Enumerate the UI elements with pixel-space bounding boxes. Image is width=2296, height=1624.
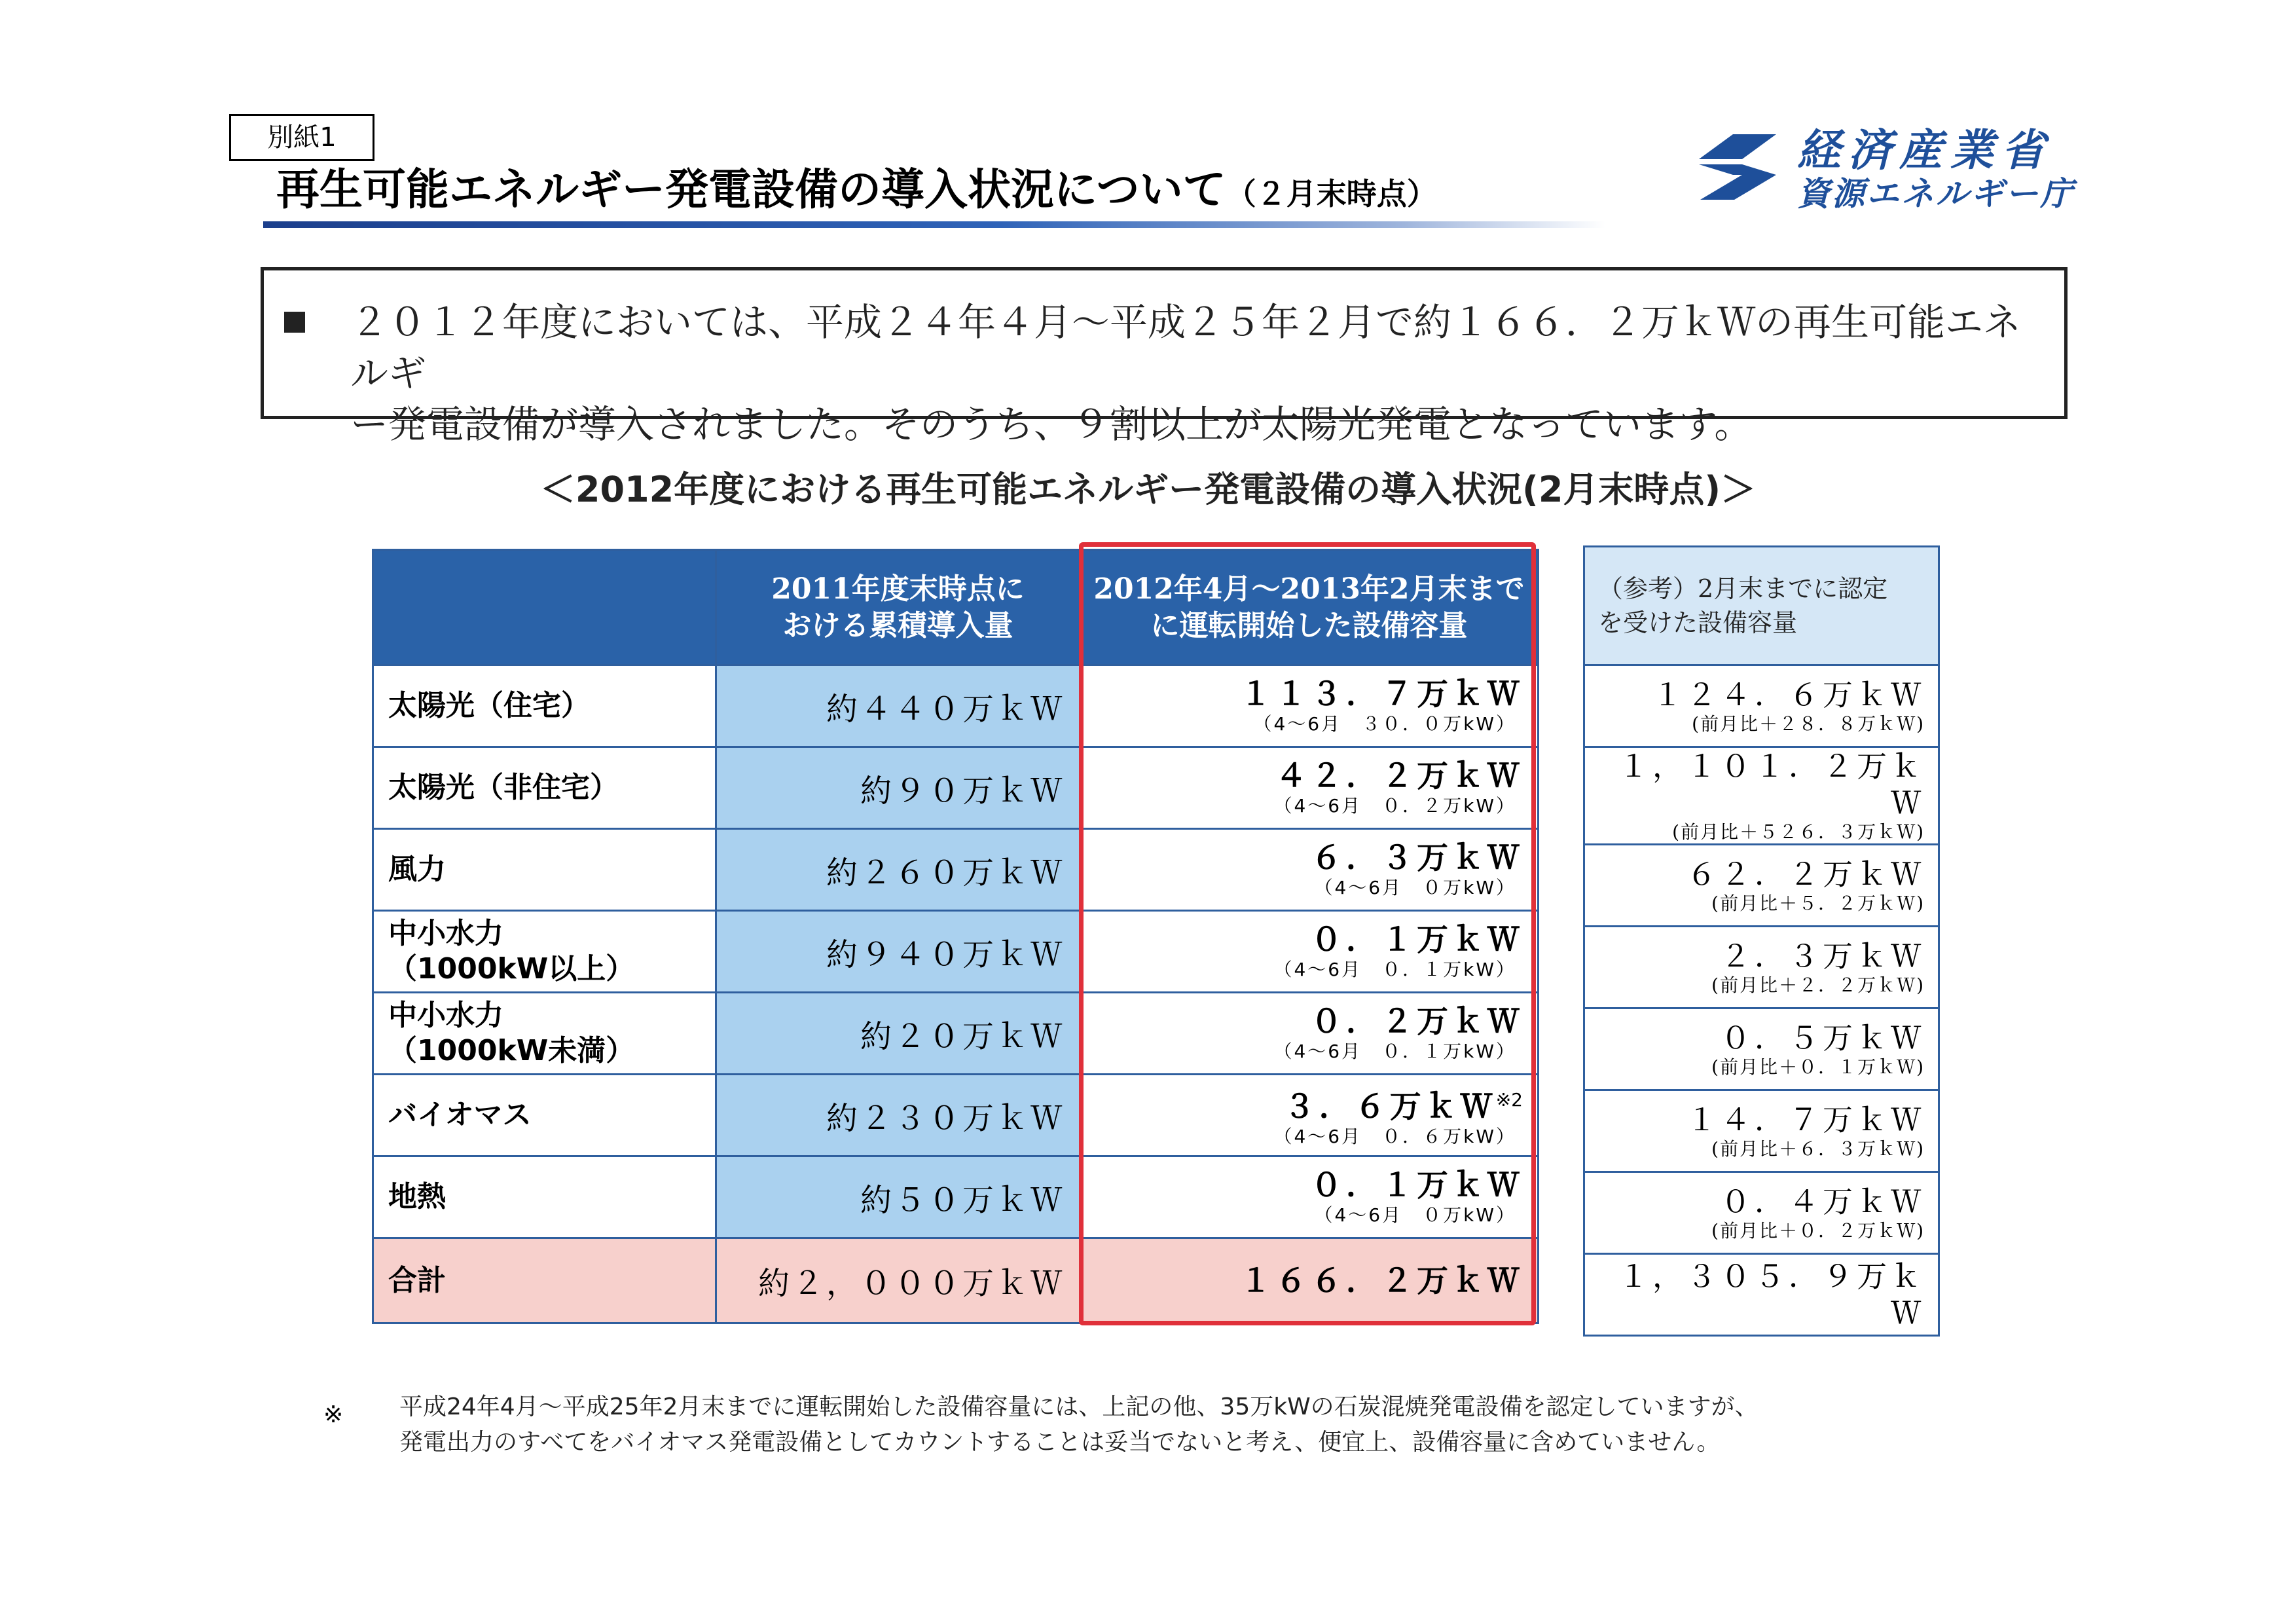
cumulative-cell: 約５０万ｋＷ bbox=[716, 1156, 1080, 1238]
row-label bbox=[373, 1075, 716, 1156]
row-label-line1: 中小水力 bbox=[388, 999, 503, 1032]
cumulative-cell: 約４４０万ｋＷ bbox=[716, 665, 1080, 747]
ref-cell bbox=[1584, 927, 1939, 1008]
header-new-line2: に運転開始した設備容量 bbox=[1150, 608, 1468, 642]
new-value: １１３．７万ｋＷ bbox=[1239, 676, 1523, 712]
ref-month-change: (前月比＋２．２万ｋＷ) bbox=[1711, 974, 1925, 996]
row-label bbox=[373, 1156, 716, 1238]
quarter-note: （4～6月 ０．２万kW） bbox=[1273, 795, 1516, 817]
row-label bbox=[373, 993, 716, 1075]
page-title-main: 再生可能エネルギー発電設備の導入状況について bbox=[276, 164, 1226, 215]
ref-value: １２４．６万ｋＷ bbox=[1652, 677, 1925, 712]
ref-total bbox=[1584, 1254, 1939, 1336]
new-value: ０．１万ｋＷ bbox=[1310, 1167, 1523, 1204]
new-value-footnote-ref: ※2 bbox=[1495, 1089, 1523, 1111]
total-label: 合計 bbox=[373, 1238, 716, 1323]
ref-month-change: (前月比＋５２６．３万ｋＷ) bbox=[1672, 821, 1925, 843]
header-cumulative-line1: 2011年度末時点に bbox=[771, 572, 1025, 606]
cumulative-cell: 約９４０万ｋＷ bbox=[716, 911, 1080, 993]
highlight-frame bbox=[1079, 542, 1536, 1325]
square-bullet-icon bbox=[284, 312, 305, 333]
ref-value: ２．３万ｋＷ bbox=[1721, 938, 1925, 974]
agency-name: 資源エネルギー庁 bbox=[1797, 175, 2075, 213]
new-value: ６．３万ｋＷ bbox=[1310, 840, 1523, 876]
summary-text bbox=[350, 297, 2026, 450]
header-blank bbox=[373, 550, 716, 665]
ref-cell bbox=[1584, 845, 1939, 927]
ref-row bbox=[1584, 747, 1939, 845]
row-label bbox=[373, 829, 716, 911]
ref-header-row bbox=[1584, 547, 1939, 665]
ref-value: ６２．２万ｋＷ bbox=[1686, 857, 1925, 892]
page-title-suffix: （２月末時点） bbox=[1226, 176, 1437, 212]
row-label bbox=[373, 665, 716, 747]
row-label-line1: 太陽光（非住宅） bbox=[388, 771, 619, 804]
attachment-label: 別紙1 bbox=[229, 114, 374, 161]
ref-value: １４．７万ｋＷ bbox=[1686, 1102, 1925, 1137]
ref-row bbox=[1584, 1090, 1939, 1172]
page-title bbox=[276, 164, 1437, 220]
footnote-line-1: 平成24年4月～平成25年2月末までに運転開始した設備容量には、上記の他、35万kWの石炭混焼発電設備を認定していますが、 bbox=[399, 1393, 1758, 1420]
summary-line-1: ２０１２年度においては、平成２４年４月～平成２５年２月で約１６６．２万ｋＷの再生可能エネルギ bbox=[350, 300, 2022, 396]
table-title: ＜2012年度における再生可能エネルギー発電設備の導入状況(2月末時点)＞ bbox=[539, 469, 1757, 510]
quarter-note: （4～6月 ０．１万kW） bbox=[1273, 1041, 1516, 1062]
row-label-line1: 風力 bbox=[388, 853, 446, 886]
ref-header-line1: （参考）2月末までに認定 bbox=[1598, 574, 1888, 603]
ref-cell bbox=[1584, 747, 1939, 845]
meti-logo-icon bbox=[1692, 128, 1784, 206]
ref-row bbox=[1584, 927, 1939, 1008]
new-value: ４２．２万ｋＷ bbox=[1275, 758, 1523, 794]
ref-total-row bbox=[1584, 1254, 1939, 1336]
ref-month-change: (前月比＋０．２万ｋＷ) bbox=[1711, 1220, 1925, 1242]
quarter-note: （4～6月 ０万kW） bbox=[1314, 1204, 1516, 1226]
cumulative-cell: 約２３０万ｋＷ bbox=[716, 1075, 1080, 1156]
title-underline bbox=[263, 221, 1605, 228]
ref-row bbox=[1584, 1172, 1939, 1254]
header-cumulative bbox=[716, 550, 1080, 665]
ref-value: ０．４万ｋＷ bbox=[1721, 1184, 1925, 1219]
quarter-note: （4～6月 ０．６万kW） bbox=[1273, 1126, 1516, 1147]
ref-value: １，１０１．２万ｋＷ bbox=[1618, 748, 1925, 821]
total-cumulative: 約２，０００万ｋＷ bbox=[716, 1238, 1080, 1323]
row-label-line1: 中小水力 bbox=[388, 917, 503, 950]
summary-line-2: ー発電設備が導入されました。そのうち、９割以上が太陽光発電となっています。 bbox=[350, 402, 1753, 447]
header-new-line1: 2012年4月～2013年2月末まで bbox=[1093, 572, 1525, 606]
quarter-note: （4～6月 ０万kW） bbox=[1314, 877, 1516, 898]
new-value: ０．２万ｋＷ bbox=[1310, 1003, 1523, 1040]
new-value: ０．１万ｋＷ bbox=[1310, 921, 1523, 958]
row-label bbox=[373, 911, 716, 993]
row-label-line1: 地熱 bbox=[388, 1180, 446, 1213]
quarter-note: （4～6月 ３０．０万kW） bbox=[1253, 713, 1516, 735]
ref-cell bbox=[1584, 1008, 1939, 1090]
footnote-line-2: 発電出力のすべてをバイオマス発電設備としてカウントすることは妥当でないと考え、便宜上、設備容量に含めていません。 bbox=[399, 1429, 1721, 1456]
new-value: ３．６万ｋＷ bbox=[1283, 1088, 1496, 1125]
header-cumulative-line2: おける累積導入量 bbox=[782, 608, 1013, 642]
ref-row bbox=[1584, 665, 1939, 747]
footnote-text bbox=[399, 1390, 1971, 1460]
ref-total-value: １，３０５．９万ｋＷ bbox=[1618, 1259, 1925, 1331]
ref-month-change: (前月比＋５．２万ｋＷ) bbox=[1711, 893, 1925, 914]
cumulative-cell: 約２０万ｋＷ bbox=[716, 993, 1080, 1075]
ref-cell bbox=[1584, 1090, 1939, 1172]
ref-cell bbox=[1584, 1172, 1939, 1254]
ref-month-change: (前月比＋２８．８万ｋＷ) bbox=[1692, 713, 1925, 735]
ref-row bbox=[1584, 1008, 1939, 1090]
ref-cell bbox=[1584, 665, 1939, 747]
row-label-line2: （1000kW未満） bbox=[388, 1034, 635, 1067]
cumulative-cell: 約９０万ｋＷ bbox=[716, 747, 1080, 829]
row-label bbox=[373, 747, 716, 829]
row-label-line1: バイオマス bbox=[388, 1098, 532, 1132]
row-label-line1: 太陽光（住宅） bbox=[388, 689, 590, 722]
footnote-mark: ※ bbox=[323, 1401, 344, 1428]
ref-header-line2: を受けた設備容量 bbox=[1598, 608, 1798, 637]
ref-header bbox=[1584, 547, 1939, 665]
ref-row bbox=[1584, 845, 1939, 927]
ref-value: ０．５万ｋＷ bbox=[1721, 1020, 1925, 1056]
ref-month-change: (前月比＋０．１万ｋＷ) bbox=[1711, 1056, 1925, 1078]
ministry-name: 経済産業省 bbox=[1797, 125, 2052, 175]
reference-table bbox=[1583, 545, 1940, 1337]
ref-month-change: (前月比＋６．３万ｋＷ) bbox=[1711, 1138, 1925, 1160]
quarter-note: （4～6月 ０．１万kW） bbox=[1273, 959, 1516, 980]
total-new-value: １６６．２万ｋＷ bbox=[1239, 1262, 1523, 1299]
cumulative-cell: 約２６０万ｋＷ bbox=[716, 829, 1080, 911]
row-label-line2: （1000kW以上） bbox=[388, 952, 635, 986]
